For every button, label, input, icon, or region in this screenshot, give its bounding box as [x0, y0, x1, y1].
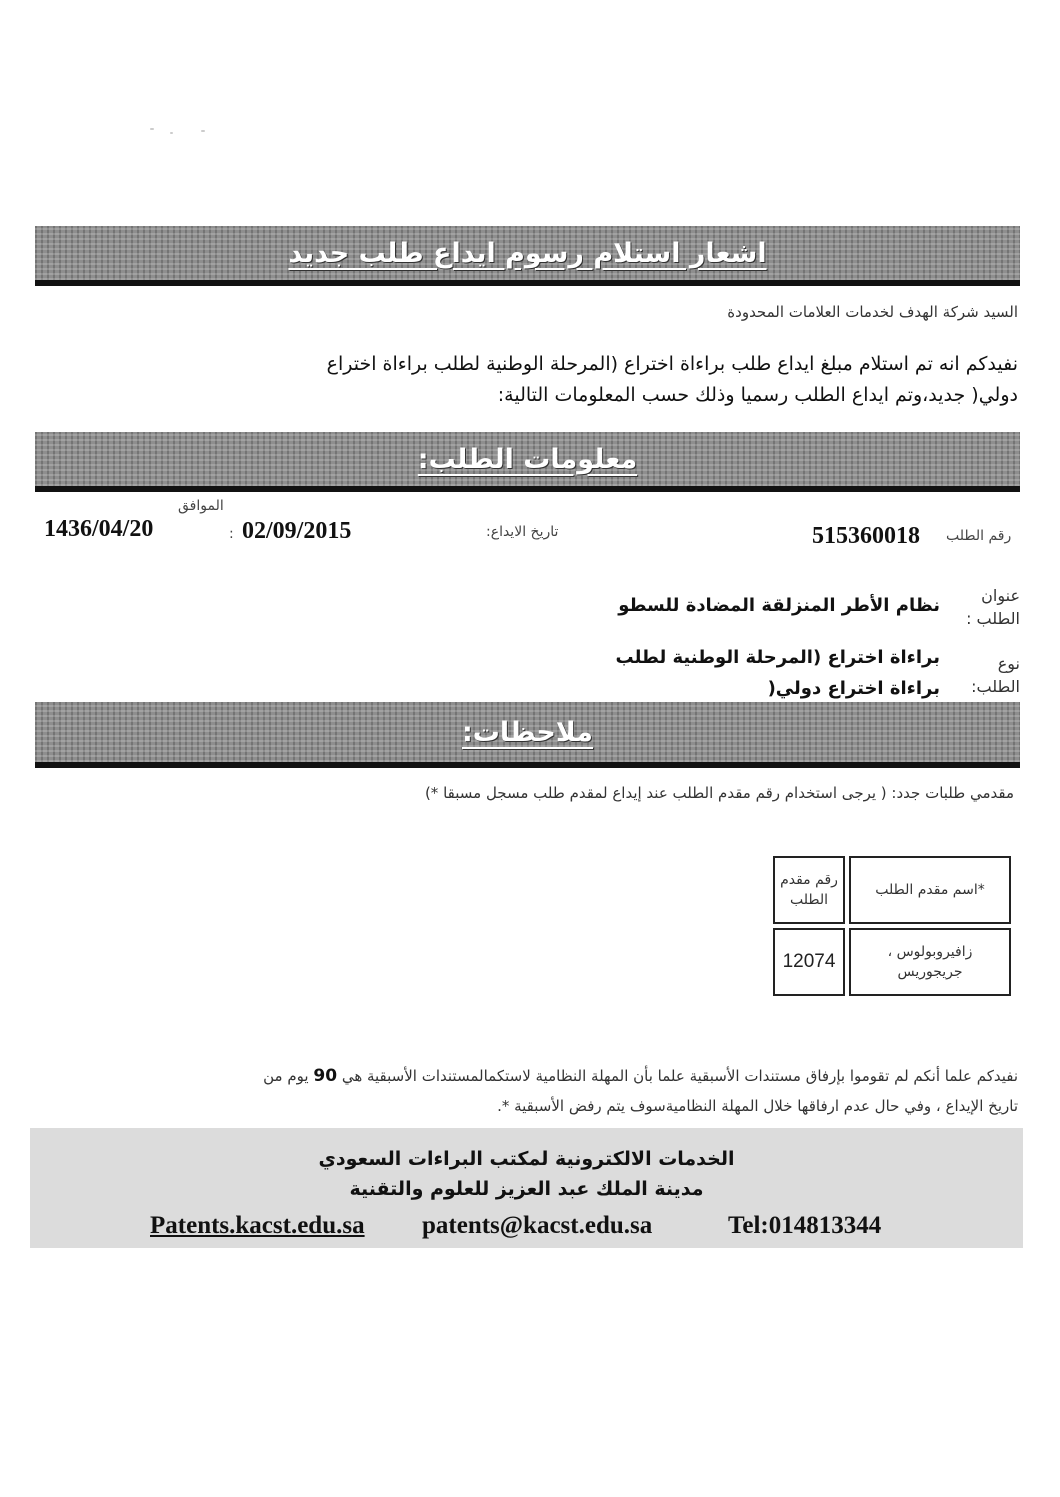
- equivalent-label: الموافق: [178, 498, 224, 514]
- intro-line-2: دولي( جديد،وتم ايداع الطلب رسميا وذلك حسب المعلومات التالية:: [497, 384, 1018, 406]
- filing-date-label: تاريخ الايداع:: [486, 524, 559, 540]
- application-number: 515360018: [812, 523, 920, 549]
- deadline-days: 90: [313, 1066, 338, 1086]
- application-type-label-2: الطلب:: [971, 677, 1020, 696]
- footer-office: الخدمات الالكترونية لمكتب البراءات السعودي: [318, 1148, 735, 1170]
- new-applicants-note: مقدمي طلبات جدد: ( يرجى استخدام رقم مقدم الطلب عند إيداع لمقدم طلب مسجل مسبقا *): [424, 784, 1014, 802]
- application-type-label-1: نوع: [997, 654, 1020, 673]
- deadline-line-1-b: يوم من: [263, 1067, 309, 1085]
- filing-date: 02/09/2015: [242, 518, 352, 544]
- applicant-number-header-line-2: الطلب: [789, 892, 829, 908]
- scan-speck: [201, 130, 205, 132]
- application-type-line-1: براءاة اختراع (المرحلة الوطنية لطلب: [615, 647, 940, 668]
- footer: [30, 1128, 1023, 1248]
- addressee: السيد شركة الهدف لخدمات العلامات المحدودة: [727, 303, 1018, 321]
- deadline-line-1-a: نفيدكم علما أنكم لم تقوموا بإرفاق مستندات الأسبقية علما بأن المهلة النظامية لاستكمالمستندات الأسبقية هي: [341, 1067, 1018, 1085]
- table-row: [773, 928, 1011, 996]
- email-link[interactable]: patents@kacst.edu.sa: [422, 1212, 653, 1239]
- notes-banner: [35, 702, 1020, 762]
- table-header-row: [773, 856, 1011, 924]
- notice-title-banner: [35, 226, 1020, 280]
- notice-title: اشعار استلام رسوم ايداع طلب جديد: [288, 237, 767, 269]
- application-info-banner: [35, 432, 1020, 486]
- applicant-name-line-2: جريجوريس: [897, 964, 963, 980]
- banner-underline: [35, 486, 1020, 492]
- application-title-label-2: الطلب :: [966, 609, 1020, 628]
- application-title: نظام الأطر المنزلقة المضادة للسطو: [618, 595, 940, 616]
- intro-paragraph: [218, 349, 1018, 411]
- deadline-line-1: [68, 1061, 1018, 1091]
- intro-line-1: نفيدكم انه تم استلام مبلغ ايداع طلب براءاة اختراع (المرحلة الوطنية لطلب براءاة اختراع: [326, 353, 1018, 375]
- phone-number: Tel:014813344: [728, 1212, 882, 1239]
- priority-deadline-paragraph: [68, 1061, 1018, 1121]
- notes-title: ملاحظات:: [461, 716, 594, 748]
- application-info-title: معلومات الطلب:: [417, 443, 638, 475]
- equivalent-colon: :: [229, 526, 234, 542]
- application-type-line-2: براءاة اختراع دولي(: [767, 678, 940, 699]
- applicant-number-cell: 12074: [773, 928, 845, 996]
- application-number-label: رقم الطلب: [946, 528, 1012, 544]
- application-type: [616, 642, 940, 704]
- scan-speck: [170, 132, 173, 134]
- applicant-name-cell: [849, 928, 1011, 996]
- footer-organization: مدينة الملك عبد العزيز للعلوم والتقنية: [349, 1178, 704, 1200]
- applicant-name-header: *اسم مقدم الطلب: [849, 856, 1011, 924]
- banner-underline: [35, 762, 1020, 768]
- applicant-name-line-1: زافيروبولوس ،: [887, 944, 973, 960]
- deadline-line-2: تاريخ الإيداع ، وفي حال عدم ارفاقها خلال المهلة النظاميةسوف يتم رفض الأسبقية *.: [497, 1097, 1018, 1115]
- hijri-date: 1436/04/20: [44, 516, 154, 542]
- applicant-number-header-line-1: رقم مقدم: [780, 872, 838, 888]
- applicant-number-header: [773, 856, 845, 924]
- scan-speck: [150, 128, 154, 130]
- application-title-label-1: عنوان: [981, 586, 1020, 605]
- applicants-table: [769, 852, 1015, 1000]
- application-type-label: [971, 652, 1020, 698]
- application-title-label: [966, 584, 1020, 630]
- website-link[interactable]: Patents.kacst.edu.sa: [150, 1212, 365, 1239]
- banner-underline: [35, 280, 1020, 286]
